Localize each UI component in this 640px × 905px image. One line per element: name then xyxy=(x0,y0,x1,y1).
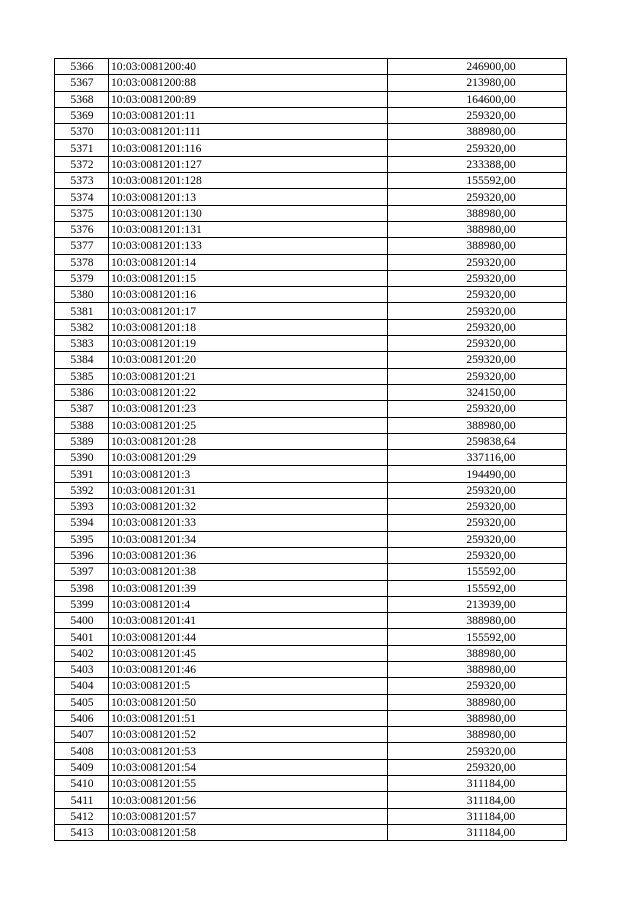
cadastral-number-cell: 10:03:0081201:111 xyxy=(109,124,388,140)
cadastral-number-cell: 10:03:0081201:19 xyxy=(109,336,388,352)
cadastral-number-cell: 10:03:0081201:54 xyxy=(109,759,388,775)
row-number-cell: 5377 xyxy=(55,238,109,254)
row-number-cell: 5397 xyxy=(55,564,109,580)
row-number-cell: 5390 xyxy=(55,450,109,466)
table-row xyxy=(55,417,567,433)
table-row xyxy=(55,759,567,775)
cadastral-number-cell: 10:03:0081200:88 xyxy=(109,75,388,91)
cadastral-number-cell: 10:03:0081201:5 xyxy=(109,678,388,694)
cadastral-number-cell: 10:03:0081201:41 xyxy=(109,613,388,629)
amount-cell: 259320,00 xyxy=(388,759,567,775)
row-number-cell: 5395 xyxy=(55,531,109,547)
row-number-cell: 5387 xyxy=(55,401,109,417)
cadastral-number-cell: 10:03:0081201:133 xyxy=(109,238,388,254)
cadastral-number-cell: 10:03:0081200:40 xyxy=(109,59,388,75)
table-row xyxy=(55,156,567,172)
row-number-cell: 5369 xyxy=(55,107,109,123)
amount-cell: 388980,00 xyxy=(388,613,567,629)
row-number-cell: 5367 xyxy=(55,75,109,91)
table-row xyxy=(55,531,567,547)
table-row xyxy=(55,254,567,270)
amount-cell: 388980,00 xyxy=(388,205,567,221)
row-number-cell: 5374 xyxy=(55,189,109,205)
table-row xyxy=(55,499,567,515)
cadastral-number-cell: 10:03:0081201:56 xyxy=(109,792,388,808)
table-row xyxy=(55,596,567,612)
table-row xyxy=(55,613,567,629)
cadastral-number-cell: 10:03:0081201:45 xyxy=(109,645,388,661)
amount-cell: 388980,00 xyxy=(388,727,567,743)
cadastral-number-cell: 10:03:0081201:16 xyxy=(109,287,388,303)
table-row xyxy=(55,580,567,596)
amount-cell: 246900,00 xyxy=(388,59,567,75)
table-row xyxy=(55,368,567,384)
row-number-cell: 5373 xyxy=(55,173,109,189)
cadastral-number-cell: 10:03:0081201:15 xyxy=(109,270,388,286)
row-number-cell: 5380 xyxy=(55,287,109,303)
amount-cell: 259320,00 xyxy=(388,352,567,368)
row-number-cell: 5398 xyxy=(55,580,109,596)
amount-cell: 259320,00 xyxy=(388,303,567,319)
table-row xyxy=(55,270,567,286)
row-number-cell: 5388 xyxy=(55,417,109,433)
cadastral-number-cell: 10:03:0081201:11 xyxy=(109,107,388,123)
cadastral-number-cell: 10:03:0081201:3 xyxy=(109,466,388,482)
amount-cell: 259320,00 xyxy=(388,743,567,759)
cadastral-number-cell: 10:03:0081201:130 xyxy=(109,205,388,221)
table-row xyxy=(55,808,567,824)
cadastral-number-cell: 10:03:0081201:46 xyxy=(109,661,388,677)
row-number-cell: 5371 xyxy=(55,140,109,156)
table-row xyxy=(55,629,567,645)
amount-cell: 164600,00 xyxy=(388,91,567,107)
amount-cell: 259320,00 xyxy=(388,270,567,286)
row-number-cell: 5404 xyxy=(55,678,109,694)
table-row xyxy=(55,173,567,189)
row-number-cell: 5370 xyxy=(55,124,109,140)
cadastral-number-cell: 10:03:0081201:32 xyxy=(109,499,388,515)
cadastral-number-cell: 10:03:0081201:33 xyxy=(109,515,388,531)
cadastral-number-cell: 10:03:0081201:23 xyxy=(109,401,388,417)
cadastral-number-cell: 10:03:0081200:89 xyxy=(109,91,388,107)
table-row xyxy=(55,433,567,449)
table-row xyxy=(55,547,567,563)
amount-cell: 388980,00 xyxy=(388,694,567,710)
amount-cell: 324150,00 xyxy=(388,384,567,400)
row-number-cell: 5384 xyxy=(55,352,109,368)
row-number-cell: 5376 xyxy=(55,221,109,237)
table-row xyxy=(55,336,567,352)
cadastral-number-cell: 10:03:0081201:17 xyxy=(109,303,388,319)
row-number-cell: 5385 xyxy=(55,368,109,384)
amount-cell: 311184,00 xyxy=(388,808,567,824)
table-row xyxy=(55,710,567,726)
amount-cell: 213980,00 xyxy=(388,75,567,91)
amount-cell: 311184,00 xyxy=(388,824,567,840)
amount-cell: 259320,00 xyxy=(388,336,567,352)
table-row xyxy=(55,824,567,840)
row-number-cell: 5406 xyxy=(55,710,109,726)
row-number-cell: 5410 xyxy=(55,776,109,792)
amount-cell: 259320,00 xyxy=(388,531,567,547)
table-row xyxy=(55,466,567,482)
table-row xyxy=(55,205,567,221)
amount-cell: 259320,00 xyxy=(388,189,567,205)
row-number-cell: 5383 xyxy=(55,336,109,352)
cadastral-number-cell: 10:03:0081201:38 xyxy=(109,564,388,580)
row-number-cell: 5408 xyxy=(55,743,109,759)
cadastral-number-cell: 10:03:0081201:28 xyxy=(109,433,388,449)
cadastral-number-cell: 10:03:0081201:25 xyxy=(109,417,388,433)
row-number-cell: 5412 xyxy=(55,808,109,824)
row-number-cell: 5413 xyxy=(55,824,109,840)
table-row xyxy=(55,124,567,140)
row-number-cell: 5378 xyxy=(55,254,109,270)
cadastral-number-cell: 10:03:0081201:53 xyxy=(109,743,388,759)
cadastral-number-cell: 10:03:0081201:52 xyxy=(109,727,388,743)
cadastral-number-cell: 10:03:0081201:44 xyxy=(109,629,388,645)
amount-cell: 337116,00 xyxy=(388,450,567,466)
cadastral-number-cell: 10:03:0081201:36 xyxy=(109,547,388,563)
table-row xyxy=(55,238,567,254)
amount-cell: 233388,00 xyxy=(388,156,567,172)
row-number-cell: 5403 xyxy=(55,661,109,677)
amount-cell: 388980,00 xyxy=(388,417,567,433)
table-row xyxy=(55,189,567,205)
row-number-cell: 5391 xyxy=(55,466,109,482)
amount-cell: 388980,00 xyxy=(388,124,567,140)
row-number-cell: 5396 xyxy=(55,547,109,563)
row-number-cell: 5402 xyxy=(55,645,109,661)
table-row xyxy=(55,661,567,677)
table-row xyxy=(55,645,567,661)
table-row xyxy=(55,59,567,75)
cadastral-number-cell: 10:03:0081201:39 xyxy=(109,580,388,596)
cadastral-number-cell: 10:03:0081201:127 xyxy=(109,156,388,172)
row-number-cell: 5386 xyxy=(55,384,109,400)
amount-cell: 155592,00 xyxy=(388,173,567,189)
row-number-cell: 5411 xyxy=(55,792,109,808)
amount-cell: 388980,00 xyxy=(388,661,567,677)
table-row xyxy=(55,107,567,123)
cadastral-number-cell: 10:03:0081201:22 xyxy=(109,384,388,400)
table-row xyxy=(55,482,567,498)
table-row xyxy=(55,221,567,237)
amount-cell: 259320,00 xyxy=(388,499,567,515)
amount-cell: 259838,64 xyxy=(388,433,567,449)
table-row xyxy=(55,727,567,743)
table-row xyxy=(55,352,567,368)
amount-cell: 388980,00 xyxy=(388,710,567,726)
cadastral-number-cell: 10:03:0081201:14 xyxy=(109,254,388,270)
row-number-cell: 5382 xyxy=(55,319,109,335)
row-number-cell: 5401 xyxy=(55,629,109,645)
cadastral-number-cell: 10:03:0081201:116 xyxy=(109,140,388,156)
cadastral-number-cell: 10:03:0081201:131 xyxy=(109,221,388,237)
amount-cell: 311184,00 xyxy=(388,792,567,808)
amount-cell: 388980,00 xyxy=(388,645,567,661)
row-number-cell: 5409 xyxy=(55,759,109,775)
cadastral-number-cell: 10:03:0081201:18 xyxy=(109,319,388,335)
table-row xyxy=(55,319,567,335)
amount-cell: 155592,00 xyxy=(388,580,567,596)
table-row xyxy=(55,450,567,466)
amount-cell: 259320,00 xyxy=(388,547,567,563)
amount-cell: 259320,00 xyxy=(388,515,567,531)
table-row xyxy=(55,287,567,303)
cadastral-number-cell: 10:03:0081201:20 xyxy=(109,352,388,368)
table-row xyxy=(55,743,567,759)
amount-cell: 259320,00 xyxy=(388,401,567,417)
amount-cell: 311184,00 xyxy=(388,776,567,792)
cadastral-number-cell: 10:03:0081201:21 xyxy=(109,368,388,384)
amount-cell: 259320,00 xyxy=(388,482,567,498)
amount-cell: 259320,00 xyxy=(388,319,567,335)
table-row xyxy=(55,564,567,580)
cadastral-number-cell: 10:03:0081201:58 xyxy=(109,824,388,840)
table-row xyxy=(55,694,567,710)
cadastral-number-cell: 10:03:0081201:4 xyxy=(109,596,388,612)
table-row xyxy=(55,776,567,792)
table-row xyxy=(55,678,567,694)
cadastral-number-cell: 10:03:0081201:31 xyxy=(109,482,388,498)
table-row xyxy=(55,401,567,417)
data-table xyxy=(54,58,567,841)
cadastral-number-cell: 10:03:0081201:13 xyxy=(109,189,388,205)
amount-cell: 259320,00 xyxy=(388,140,567,156)
table-row xyxy=(55,792,567,808)
amount-cell: 259320,00 xyxy=(388,678,567,694)
cadastral-number-cell: 10:03:0081201:29 xyxy=(109,450,388,466)
row-number-cell: 5407 xyxy=(55,727,109,743)
row-number-cell: 5399 xyxy=(55,596,109,612)
amount-cell: 259320,00 xyxy=(388,254,567,270)
row-number-cell: 5394 xyxy=(55,515,109,531)
table-row xyxy=(55,91,567,107)
amount-cell: 194490,00 xyxy=(388,466,567,482)
cadastral-number-cell: 10:03:0081201:50 xyxy=(109,694,388,710)
table-row xyxy=(55,75,567,91)
row-number-cell: 5372 xyxy=(55,156,109,172)
cadastral-number-cell: 10:03:0081201:34 xyxy=(109,531,388,547)
cadastral-number-cell: 10:03:0081201:55 xyxy=(109,776,388,792)
amount-cell: 155592,00 xyxy=(388,564,567,580)
row-number-cell: 5379 xyxy=(55,270,109,286)
row-number-cell: 5393 xyxy=(55,499,109,515)
cadastral-number-cell: 10:03:0081201:51 xyxy=(109,710,388,726)
row-number-cell: 5366 xyxy=(55,59,109,75)
row-number-cell: 5368 xyxy=(55,91,109,107)
row-number-cell: 5392 xyxy=(55,482,109,498)
cadastral-number-cell: 10:03:0081201:57 xyxy=(109,808,388,824)
amount-cell: 388980,00 xyxy=(388,221,567,237)
amount-cell: 388980,00 xyxy=(388,238,567,254)
row-number-cell: 5400 xyxy=(55,613,109,629)
row-number-cell: 5405 xyxy=(55,694,109,710)
amount-cell: 259320,00 xyxy=(388,107,567,123)
row-number-cell: 5381 xyxy=(55,303,109,319)
amount-cell: 155592,00 xyxy=(388,629,567,645)
table-row xyxy=(55,303,567,319)
cadastral-number-cell: 10:03:0081201:128 xyxy=(109,173,388,189)
row-number-cell: 5389 xyxy=(55,433,109,449)
table-row xyxy=(55,140,567,156)
table-body xyxy=(55,59,567,841)
table-row xyxy=(55,384,567,400)
amount-cell: 259320,00 xyxy=(388,368,567,384)
amount-cell: 213939,00 xyxy=(388,596,567,612)
amount-cell: 259320,00 xyxy=(388,287,567,303)
table-row xyxy=(55,515,567,531)
row-number-cell: 5375 xyxy=(55,205,109,221)
